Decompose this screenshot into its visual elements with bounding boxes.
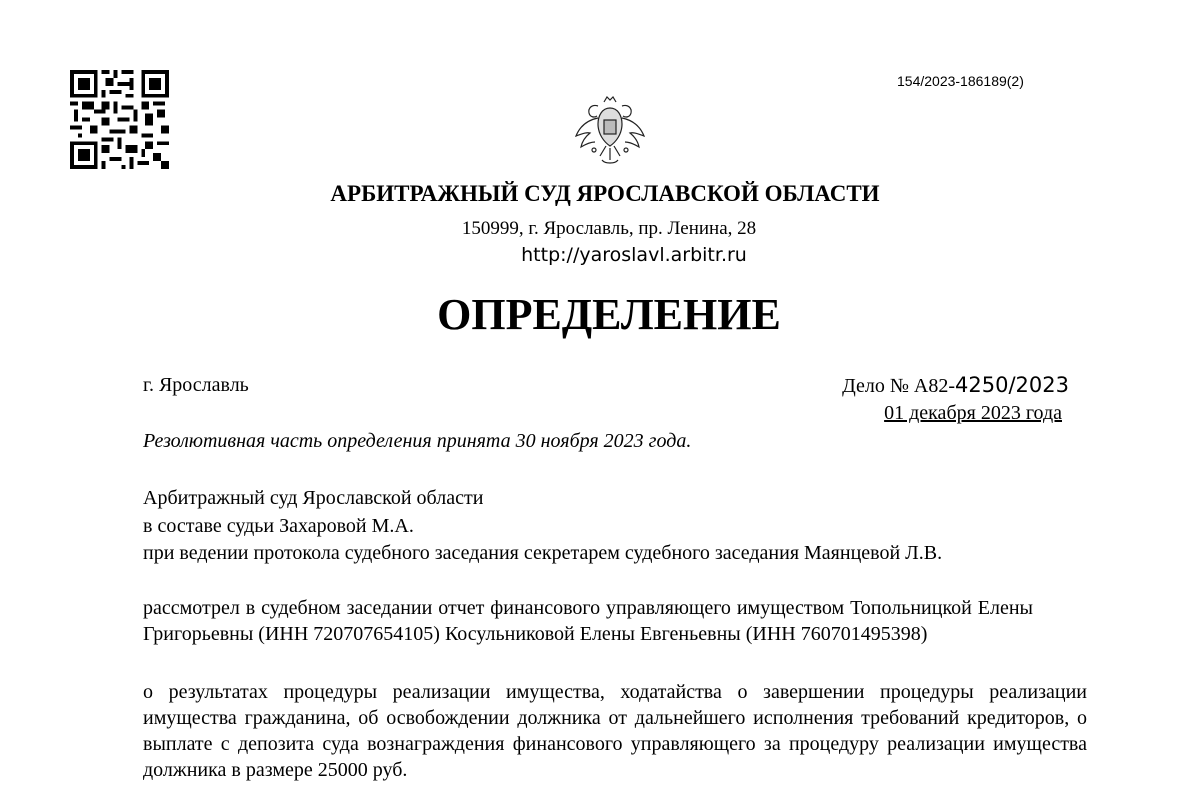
document-title: ОПРЕДЕЛЕНИЕ bbox=[437, 290, 781, 339]
document-number: 154/2023-186189(2) bbox=[897, 73, 1024, 89]
coat-of-arms-icon bbox=[570, 92, 650, 174]
court-website-link[interactable]: http://yaroslavl.arbitr.ru bbox=[521, 244, 747, 266]
body-para-subject: о результатах процедуры реализации имущества, ходатайства о завершении процедуры реализации имущества гражданина, об освобождении должника от дальнейшего исполнения требований кредиторов, о выплате с депозита суда вознаграждения финансового управляющего за процедуру реализации имущества должника в размере 25000 руб. bbox=[143, 681, 1087, 781]
qr-code-icon bbox=[70, 70, 169, 169]
court-name: АРБИТРАЖНЫЙ СУД ЯРОСЛАВСКОЙ ОБЛАСТИ bbox=[330, 181, 880, 206]
resolution-note: Резолютивная часть определения принята 30 ноября 2023 года. bbox=[143, 430, 692, 452]
case-number bbox=[842, 373, 1069, 398]
case-prefix: Дело № А82- bbox=[842, 375, 956, 397]
body-para-secretary: при ведении протокола судебного заседания секретарем судебного заседания Маянцевой Л.В. bbox=[143, 542, 943, 564]
court-address: 150999, г. Ярославль, пр. Ленина, 28 bbox=[461, 218, 757, 239]
city: г. Ярославль bbox=[143, 374, 249, 396]
document-date: 01 декабря 2023 года bbox=[884, 402, 1062, 424]
body-para-report: рассмотрел в судебном заседании отчет финансового управляющего имуществом Топольницкой Елены Григорьевны (ИНН 720707654105) Косульниковой Елены Евгеньевны (ИНН 760701495398) bbox=[143, 597, 1033, 645]
case-number-value: 4250/2023 bbox=[955, 373, 1069, 397]
body-line-court: Арбитражный суд Ярославской области bbox=[143, 487, 484, 509]
body-line-judge: в составе судьи Захаровой М.А. bbox=[143, 515, 414, 537]
